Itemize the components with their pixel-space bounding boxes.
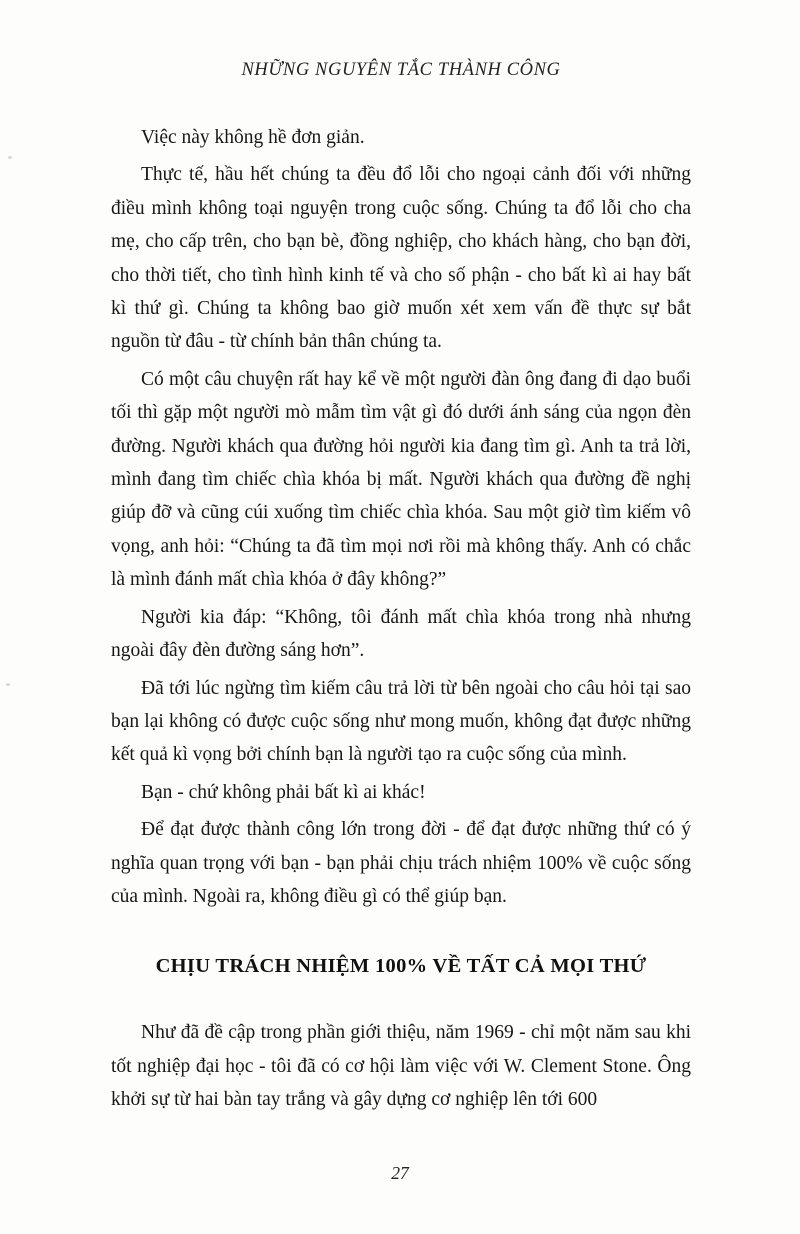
- paragraph: Bạn - chứ không phải bất kì ai khác!: [141, 781, 426, 803]
- section-heading: CHỊU TRÁCH NHIỆM 100% VỀ TẤT CẢ MỌI THỨ: [155, 955, 647, 978]
- paragraph: Việc này không hề đơn giản.: [141, 127, 365, 148]
- paragraph: Đã tới lúc ngừng tìm kiếm câu trả lời từ bên ngoài cho câu hỏi tại sao bạn lại không có được cuộc sống như mong muốn, không đạt được những kết quả kì vọng bởi chính bạn là người tạo ra cuộc sống của mình.: [111, 677, 691, 766]
- paragraph: Để đạt được thành công lớn trong đời - để đạt được những thứ có ý nghĩa quan trọng với bạn - bạn phải chịu trách nhiệm 100% về cuộc sống của mình. Ngoài ra, không điều gì có thể giúp bạn.: [111, 819, 691, 907]
- text-block: [111, 60, 691, 1121]
- paragraph: Thực tế, hầu hết chúng ta đều đổ lỗi cho ngoại cảnh đối với những điều mình không toại nguyện trong cuộc sống. Chúng ta đổ lỗi cho cha mẹ, cho cấp trên, cho bạn bè, đồng nghiệp, cho khách hàng, cho bạn đời, cho thời tiết, cho tình hình kinh tế và cho số phận - cho bất kì ai hay bất kì thứ gì. Chúng ta không bao giờ muốn xét xem vấn đề thực sự bắt nguồn từ đâu - từ chính bản thân chúng ta.: [111, 164, 691, 353]
- running-header-title: NHỮNG NGUYÊN TẮC THÀNH CÔNG: [241, 60, 561, 80]
- scan-artifact: [8, 156, 12, 159]
- paragraph: Người kia đáp: “Không, tôi đánh mất chìa khóa trong nhà nhưng ngoài đây đèn đường sáng hơn”.: [111, 606, 691, 662]
- paragraph: Có một câu chuyện rất hay kể về một người đàn ông đang đi dạo buổi tối thì gặp một người mò mẫm tìm vật gì đó dưới ánh sáng của ngọn đèn đường. Người khách qua đường hỏi người kia đang tìm gì. Anh ta trả lời, mình đang tìm chiếc chìa khóa bị mất. Người khách qua đường đề nghị giúp đỡ và cũng cúi xuống tìm chiếc chìa khóa. Sau một giờ tìm kiếm vô vọng, anh hỏi: “Chúng ta đã tìm mọi nơi rồi mà không thấy. Anh có chắc là mình đánh mất chìa khóa ở đây không?”: [111, 368, 691, 591]
- scan-artifact: [6, 683, 10, 686]
- page-number: 27: [391, 1163, 409, 1183]
- paragraph: Như đã đề cập trong phần giới thiệu, năm 1969 - chỉ một năm sau khi tốt nghiệp đại học - tôi đã có cơ hội làm việc với W. Clement Stone. Ông khởi sự từ hai bàn tay trắng và gây dựng cơ nghiệp lên tới 600: [111, 1022, 691, 1111]
- body-copy: [111, 121, 691, 1117]
